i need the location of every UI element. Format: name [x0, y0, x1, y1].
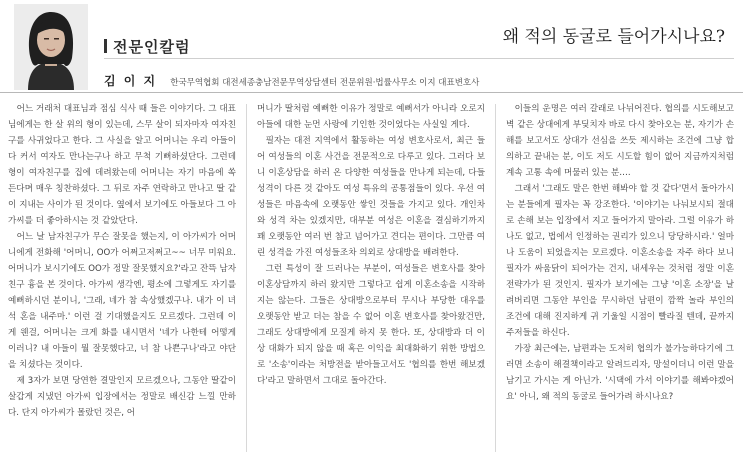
paragraph: 필자는 대전 지역에서 활동하는 여성 변호사로서, 최근 들어 여성들의 이혼 사건을 전문적으로 다루고 있다. 그러다 보니 이혼상담을 하러 온 다양한 여성들을 만나게 되는데, 다들 성격이 다른 것 같아도 여성 특유의 공통점들이 있다. 우선 여성들은 마음속에 오랫동안 쌓인 것들을 가지고 있다. 개인차와 성격 차는 있겠지만, 대부분 여성은 이혼을 결심하기까지 꽤 오랫동안 여러 번 참고 넘어가고 견디는 편이다. 그만큼 여린 성격을 가진 여성들조차 의외로 상대방을 배려한다. — [257, 136, 485, 258]
header-divider — [0, 92, 743, 93]
column-label: 전문인칼럼 — [113, 38, 191, 56]
text-column-1 — [8, 101, 236, 456]
author-portrait-icon — [14, 4, 88, 90]
label-bar — [104, 39, 107, 53]
article-headline: 왜 적의 동굴로 들어가시나요? — [502, 27, 725, 47]
text-column-3 — [506, 101, 734, 456]
author-affiliation: 한국무역협회 대전세종충남전문무역상담센터 전문위원·법률사무소 이지 대표변호사 — [170, 78, 480, 88]
text-column-2 — [257, 101, 485, 456]
author-name: 김 이 지 — [104, 74, 158, 88]
paragraph: 그런 특성이 잘 드러나는 부분이, 여성들은 변호사를 찾아 이혼상담까지 하러 왔지만 그렇다고 쉽게 이혼소송을 시작하지는 않는다. 그들은 상대방으로부터 무시나 부당한 대우를 오랫동안 받고 더는 참을 수 없어 이혼 변호사를 찾아왔건만, 그래도 상대방에게 모질게 하지 못 한다. 또, 상대방과 더 이상 대화가 되지 않을 때 혹은 이익을 최대화하기 위한 방법으로 '소송'이라는 처방전을 받아들고서도 '협의를 한번 해보겠다'라고 말하면서 그대로 돌아간다. — [257, 264, 485, 386]
paragraph: 제 3자가 보면 당연한 결말인지 모르겠으나, 그동안 딸같이 살갑게 지냈던 아가씨 입장에서는 정말로 배신감 느낄 만하다. 단지 아가씨가 몰랐던 것은, 어 — [8, 376, 236, 418]
paragraph: 그래서 '그래도 말은 한번 해봐야 할 것 같다'면서 돌아가시는 분들에게 필자는 꼭 강조한다. '이야기는 나눠보시되 절대로 손해 보는 입장에서 지고 들어가지 말아라. 그럴 이유가 하나도 없고, 법에서 인정하는 권리가 있으니 당당하시라.' 얼마나 도움이 되었을지는 모르겠다. 이혼소송을 자주 하다 보니 필자가 싸움닭이 되어가는 건지, 내세우는 것처럼 정말 이혼 전략가가 된 것인지. 필자가 보기에는 그냥 '이혼 소장'을 날려버리면 그동안 부인을 무시하던 남편이 깜짝 놀라 부인의 조건에 대해 진지하게 귀 기울일 시점이 빨라질 텐데, 끝까지 주저들을 하신다. — [506, 184, 734, 338]
paragraph: 가장 최근에는, 남편과는 도저히 협의가 불가능하다기에 그러면 소송이 해결책이라고 알려드리자, 망설이더니 이런 말을 남기고 가시는 게 아닌가. '시댁에 가서 이야기를 해봐야겠어요' 아니, 왜 적의 동굴로 들어가려 하시나요? — [506, 344, 734, 402]
paragraph: 머니가 딸처럼 예뻐한 이유가 정말로 예뻐서가 아니라 오로지 아들에 대한 눈먼 사랑에 기인한 것이었다는 사실일 게다. — [257, 104, 485, 130]
byline — [104, 70, 479, 89]
paragraph: 어느 거래처 대표님과 점심 식사 때 들은 이야기다. 그 대표님에게는 한 살 위의 형이 있는데, 스무 살이 되자마자 여자친구를 사귀었다고 한다. 그 사실을 알고 어머니는 우리 아들이 다 커서 여자도 만나는구나 하고 무척 기뻐하셨단다. 그런데 형이 여자친구를 집에 데려왔는데 어머니는 자기 마음에 쏙 든다며 매우 칭찬하셨다. 그 뒤로 자주 연락하고 만나고 딸 같이 지내는 사이가 된 것이다. 옆에서 보기에도 아들보다 그 아가씨를 더 좋아하시는 것 같았단다. — [8, 104, 236, 226]
column-divider — [246, 104, 247, 452]
author-photo — [14, 4, 88, 90]
paragraph: 이들의 운명은 여러 갈래로 나뉘어진다. 협의를 시도해보고 벽 같은 상대에게 부딪치자 바로 다시 찾아오는 분, 자기가 손해를 보고서도 상대가 선심을 쓰듯 제시하는 조건에 그냥 합의하고 끝내는 분, 이도 저도 시도할 힘이 없어 지금까지처럼 계속 고통 속에 머물러 있는 분…. — [506, 104, 734, 178]
paragraph: 어느 날 남자친구가 무슨 잘못을 했는지, 이 아가씨가 어머니에게 전화해 '어머니, OO가 어쩌고저쩌고~~ 너무 미워요. 어머니가 보시기에도 OO가 정말 잘못했지요?'라고 잔뜩 남자친구 흉을 본 것이다. 아가씨 생각엔, 평소에 그렇게도 자기를 예뻐하시던 분이니, '그래, 네가 참 속상했겠구나. 내가 이 녀석 혼을 내주마.' 이런 걸 기대했을지도 모르겠다. 그런데 이게 웬걸, 어머니는 크게 화를 내시면서 '네가 나한테 어떻게 이러니? 내 아들이 뭘 잘못했다고, 너 참 나쁜구나'라고 야단을 치셨다는 것이다. — [8, 232, 236, 370]
headline-divider — [104, 58, 734, 59]
column-divider — [495, 104, 496, 452]
